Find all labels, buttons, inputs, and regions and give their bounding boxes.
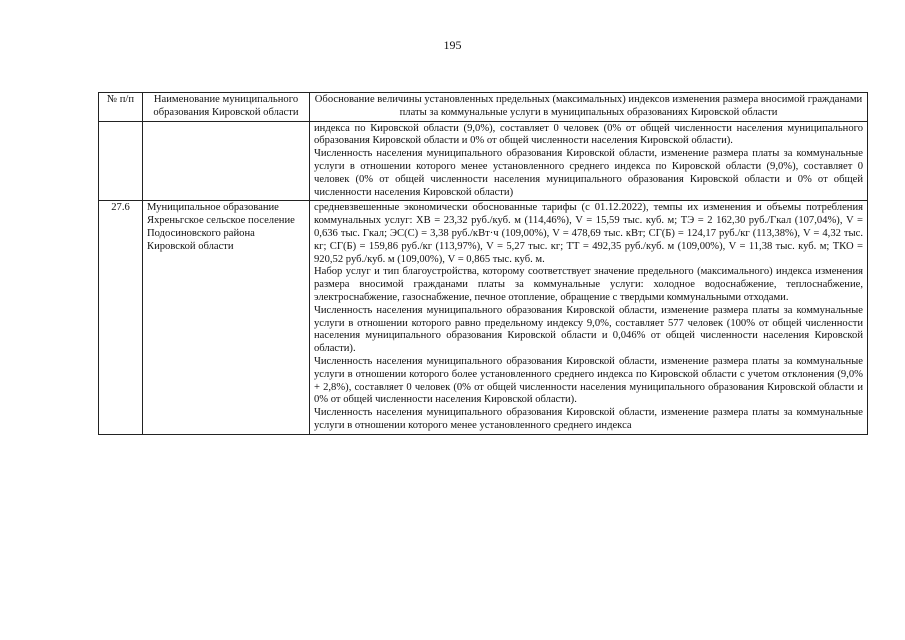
paragraph: средневзвешенные экономически обоснованные тарифы (с 01.12.2022), темпы их изменения и объемы потребления коммунальных услуг: ХВ = 23,32 руб./куб. м (114,46%), V = 15,59 тыс. куб. м; ТЭ = 2 162,30 руб./Гкал (107,04%), V = 0,636 тыс. Гкал; ЭС(С) = 3,38 руб./кВт·ч (109,00%), V = 478,69 тыс. кВт; СГ(Б) = 124,17 руб./кг (113,38%), V = 4,32 тыс. кг; СГ(Б) = 159,86 руб./кг (113,97%), V = 5,27 тыс. кг; ТТ = 492,35 руб./куб. м (109,00%), V = 11,38 тыс. куб. м; ТКО = 920,52 руб./куб. м (109,00%), V = 0,865 тыс. куб. м. — [314, 202, 863, 265]
table-header-row — [99, 93, 868, 122]
table-row-continuation — [99, 121, 868, 201]
header-reason: Обоснование величины установленных предельных (максимальных) индексов изменения размера вносимой гражданами платы за коммунальные услуги в муниципальных образованиях Кировской области — [310, 93, 868, 122]
cell-num-empty — [99, 121, 143, 201]
cell-num: 27.6 — [99, 201, 143, 434]
cell-reason-continuation — [310, 121, 868, 201]
paragraph: Набор услуг и тип благоустройства, которому соответствует значение предельного (максимального) индекса изменения размера вносимой гражданами платы за коммунальные услуги: холодное водоснабжение, теплоснабжение, электроснабжение, газоснабжение, печное отопление, обращение с твердыми коммунальными отходами. — [314, 266, 863, 303]
paragraph: Численность населения муниципального образования Кировской области, изменение размера платы за коммунальные услуги в отношении которого менее установленного среднего индекса — [314, 407, 863, 431]
table-row-27-6 — [99, 201, 868, 434]
paragraph: индекса по Кировской области (9,0%), составляет 0 человек (0% от общей численности населения муниципального образования Кировской области и 0% от общей численности населения Кировской области). — [314, 122, 863, 147]
page-number: 195 — [443, 38, 462, 52]
paragraph: Численность населения муниципального образования Кировской области, изменение размера платы за коммунальные услуги в отношении которого равно предельному индексу 9,0%, составляет 577 человек (100% от общей численности населения муниципального образования Кировской области и 0,046% от общей численности населения Кировской области). — [314, 304, 863, 355]
tariff-table — [98, 92, 868, 435]
paragraph: Численность населения муниципального образования Кировской области, изменение размера платы за коммунальные услуги в отношении которого более установленного среднего индекса по Кировской области с учетом отклонения (9,0% + 2,8%), составляет 0 человек (0% от общей численности населения муниципального образования Кировской области и 0% от общей численности населения Кировской области). — [314, 355, 863, 406]
cell-municipality-name: Муниципальное образование Яхреньгское сельское поселение Подосиновского района Кировской области — [143, 201, 310, 434]
header-num: № п/п — [99, 93, 143, 122]
cell-reason — [310, 201, 868, 434]
cell-name-empty — [143, 121, 310, 201]
header-name: Наименование муниципального образования Кировской области — [143, 93, 310, 122]
paragraph: Численность населения муниципального образования Кировской области, изменение размера платы за коммунальные услуги в отношении которого менее установленного среднего индекса по Кировской области (9,0%), составляет 0 человек (0% от общей численности населения муниципального образования Кировской области и 0% от общей численности населения Кировской области) — [314, 148, 863, 198]
